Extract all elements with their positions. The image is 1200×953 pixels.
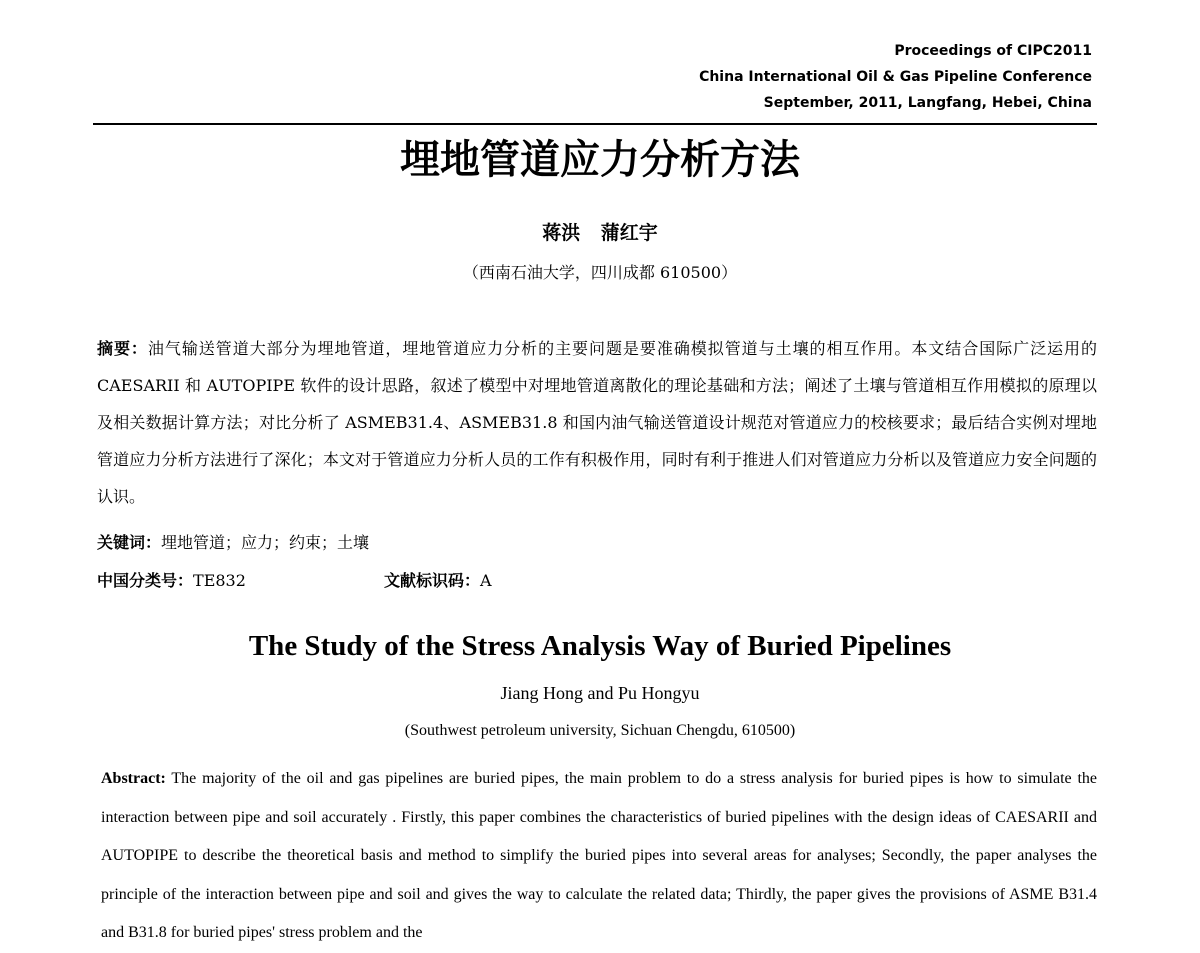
chinese-title: 埋地管道应力分析方法 — [400, 137, 800, 183]
conference-header — [699, 38, 1092, 116]
document-code-value: A — [480, 571, 492, 590]
header-date-location: September, 2011, Langfang, Hebei, China — [763, 95, 1092, 111]
english-abstract-text: The majority of the oil and gas pipelines are buried pipes, the main problem to do a stress analysis for buried pipes is how to simulate the interaction between pipe and soil accurately . Firstly, this paper combines the characteristics of buried pipelines with the design ideas of CAESARII and AUTOPIPE to describe the theoretical basis and method to simplify the buried pipes into several areas for analyses; Secondly, the paper analyses the principle of the interaction between pipe and soil and gives the way to calculate the related data; Thirdly, the paper gives the provisions of ASME B31.4 and B31.8 for buried pipes' stress problem and the — [101, 770, 1097, 941]
chinese-abstract-label: 摘要： — [97, 339, 148, 358]
chinese-keywords-text: 埋地管道；应力；约束；土壤 — [161, 533, 370, 552]
chinese-abstract-text: 油气输送管道大部分为埋地管道，埋地管道应力分析的主要问题是要准确模拟管道与土壤的相互作用。本文结合国际广泛运用的 CAESARII 和 AUTOPIPE 软件的设计思路，叙述了模型中对埋地管道离散化的理论基础和方法；阐述了土壤与管道相互作用模拟的原理以及相关数据计算方法；对比分析了 ASMEB31.4、ASMEB31.8 和国内油气输送管道设计规范对管道应力的校核要求；最后结合实例对埋地管道应力分析方法进行了深化；本文对于管道应力分析人员的工作有积极作用，同时有利于推进人们对管道应力分析以及管道应力安全问题的认识。 — [97, 339, 1097, 506]
english-authors: Jiang Hong and Pu Hongyu — [500, 683, 700, 703]
classification-label: 中国分类号： — [97, 571, 194, 590]
document-code-label: 文献标识码： — [384, 571, 481, 590]
header-rule — [93, 123, 1097, 125]
english-abstract — [101, 760, 1097, 953]
chinese-keywords-label: 关键词： — [97, 533, 162, 552]
header-proceedings: Proceedings of CIPC2011 — [894, 43, 1092, 59]
english-affiliation: (Southwest petroleum university, Sichuan Chengdu, 610500) — [404, 722, 796, 739]
header-conference-name: China International Oil & Gas Pipeline Conference — [699, 69, 1092, 85]
chinese-abstract — [97, 330, 1097, 515]
chinese-keywords — [97, 530, 369, 553]
english-abstract-label: Abstract: — [101, 770, 166, 787]
classification-line — [97, 568, 492, 591]
classification-value: TE832 — [193, 571, 246, 590]
english-title: The Study of the Stress Analysis Way of Buried Pipelines — [248, 630, 952, 662]
chinese-authors: 蒋洪 蒲红宇 — [542, 222, 658, 244]
chinese-affiliation: （西南石油大学，四川成都 610500） — [462, 263, 738, 282]
